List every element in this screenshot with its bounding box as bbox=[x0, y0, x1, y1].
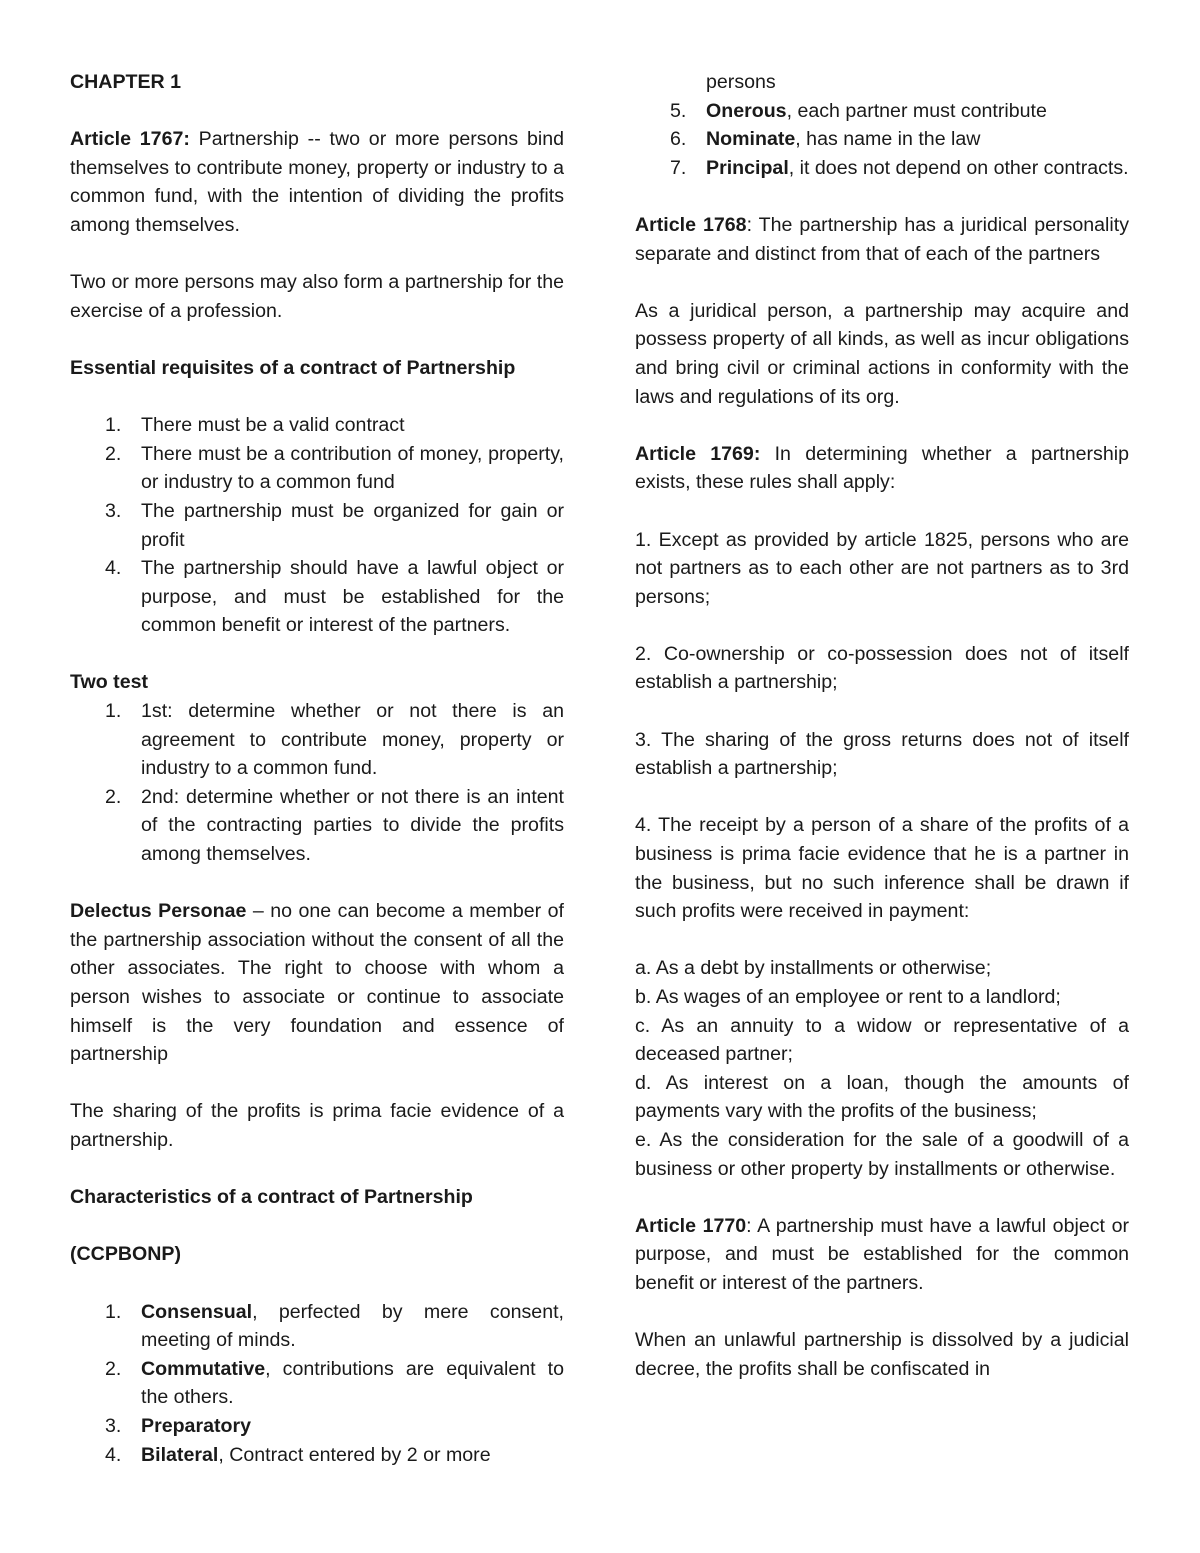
article-1768-label: Article 1768 bbox=[635, 213, 747, 236]
article-1767 bbox=[70, 125, 564, 239]
article-1769-sub-a: a. As a debt by installments or otherwise; bbox=[635, 957, 992, 980]
article-1769-rule-2: 2. Co-ownership or co-possession does not of itself establish a partnership; bbox=[635, 642, 1129, 694]
article-1767-para2: Two or more persons may also form a partnership for the exercise of a profession. bbox=[70, 271, 564, 322]
article-1769-sub-e: e. As the consideration for the sale of a goodwill of a business or other property by installments or otherwise. bbox=[635, 1128, 1129, 1180]
delectus-text: – no one can become a member of the partnership association without the consent of all the other associates. The right to choose with whom a person wishes to associate or continue to associate himself is the very foundation and essence of partnership bbox=[70, 900, 564, 1066]
article-1769-sub-c: c. As an annuity to a widow or representative of a deceased partner; bbox=[635, 1014, 1129, 1066]
article-1768-para2: As a juridical person, a partnership may acquire and possess property of all kinds, as well as incur obligations and bring civil or criminal actions in conformity with the laws and regulations of its org. bbox=[635, 299, 1129, 408]
requisites-heading: Essential requisites of a contract of Partnership bbox=[70, 356, 516, 379]
list-item: 4. The partnership should have a lawful object or purpose, and must be established for the common benefit or interest of the partners. bbox=[105, 557, 564, 637]
article-1769-sub-d: d. As interest on a loan, though the amounts of payments vary with the profits of the business; bbox=[635, 1071, 1129, 1123]
article-1770-para2: When an unlawful partnership is dissolved by a judicial decree, the profits shall be confiscated in bbox=[635, 1329, 1129, 1380]
article-1769-label: Article 1769: bbox=[635, 442, 761, 465]
list-item: 7. Principal, it does not depend on other contracts. bbox=[670, 156, 1129, 179]
requisites-list bbox=[70, 411, 564, 640]
article-1767-label: Article 1767: bbox=[70, 128, 190, 151]
characteristics-list-continued bbox=[635, 97, 1129, 183]
list-item: 2. 2nd: determine whether or not there is an intent of the contracting parties to divide the profits among themselves. bbox=[105, 785, 564, 866]
article-1769-sub-b: b. As wages of an employee or rent to a landlord; bbox=[635, 986, 1061, 1008]
characteristics-list bbox=[70, 1298, 564, 1470]
list-item: 4. Bilateral, Contract entered by 2 or more bbox=[105, 1443, 491, 1466]
left-column bbox=[70, 68, 564, 1469]
article-1770 bbox=[635, 1212, 1129, 1298]
list-item: 2. Commutative, contributions are equivalent to the others. bbox=[105, 1357, 564, 1409]
article-1769-rule-1: 1. Except as provided by article 1825, persons who are not partners as to each other are not partners as to 3rd persons; bbox=[635, 528, 1129, 608]
article-1769 bbox=[635, 440, 1129, 497]
chapter-heading: CHAPTER 1 bbox=[70, 71, 182, 93]
delectus-term: Delectus Personae bbox=[70, 900, 247, 923]
list-item: 2. There must be a contribution of money, property, or industry to a common fund bbox=[105, 442, 564, 494]
article-1770-text: : A partnership must have a lawful object or purpose, and must be established for the common benefit or interest of the partners. bbox=[635, 1214, 1129, 1294]
delectus-personae bbox=[70, 897, 564, 1069]
right-column bbox=[635, 68, 1129, 1383]
list-item-continuation: persons bbox=[706, 71, 776, 93]
characteristics-acronym: (CCPBONP) bbox=[70, 1243, 182, 1266]
article-1769-text: In determining whether a partnership exists, these rules shall apply: bbox=[635, 442, 1129, 494]
list-item: 1. There must be a valid contract bbox=[105, 414, 405, 437]
article-1767-text: Partnership -- two or more persons bind themselves to contribute money, property or industry to a common fund, with the intention of dividing the profits among themselves. bbox=[70, 128, 564, 236]
list-item: 6. Nominate, has name in the law bbox=[670, 128, 981, 151]
characteristics-heading: Characteristics of a contract of Partnership bbox=[70, 1186, 473, 1209]
article-1768 bbox=[635, 211, 1129, 268]
list-item: 3. Preparatory bbox=[105, 1414, 251, 1437]
two-test-list bbox=[70, 697, 564, 869]
list-item: 3. The partnership must be organized for gain or profit bbox=[105, 499, 564, 551]
article-1768-text: : The partnership has a juridical personality separate and distinct from that of each of the partners bbox=[635, 213, 1129, 265]
sharing-statement: The sharing of the profits is prima facie evidence of a partnership. bbox=[70, 1100, 564, 1151]
list-item: 5. Onerous, each partner must contribute bbox=[670, 99, 1047, 122]
article-1769-rule-4: 4. The receipt by a person of a share of the profits of a business is prima facie evidence that he is a partner in the business, but no such inference shall be drawn if such profits were received in payment: bbox=[635, 814, 1129, 923]
article-1770-label: Article 1770 bbox=[635, 1214, 747, 1237]
list-item: 1. Consensual, perfected by mere consent, meeting of minds. bbox=[105, 1300, 564, 1352]
two-test-heading: Two test bbox=[70, 671, 149, 694]
article-1769-rule-3: 3. The sharing of the gross returns does not of itself establish a partnership; bbox=[635, 728, 1129, 780]
list-item: 1. 1st: determine whether or not there is an agreement to contribute money, property or industry to a common fund. bbox=[105, 700, 564, 780]
